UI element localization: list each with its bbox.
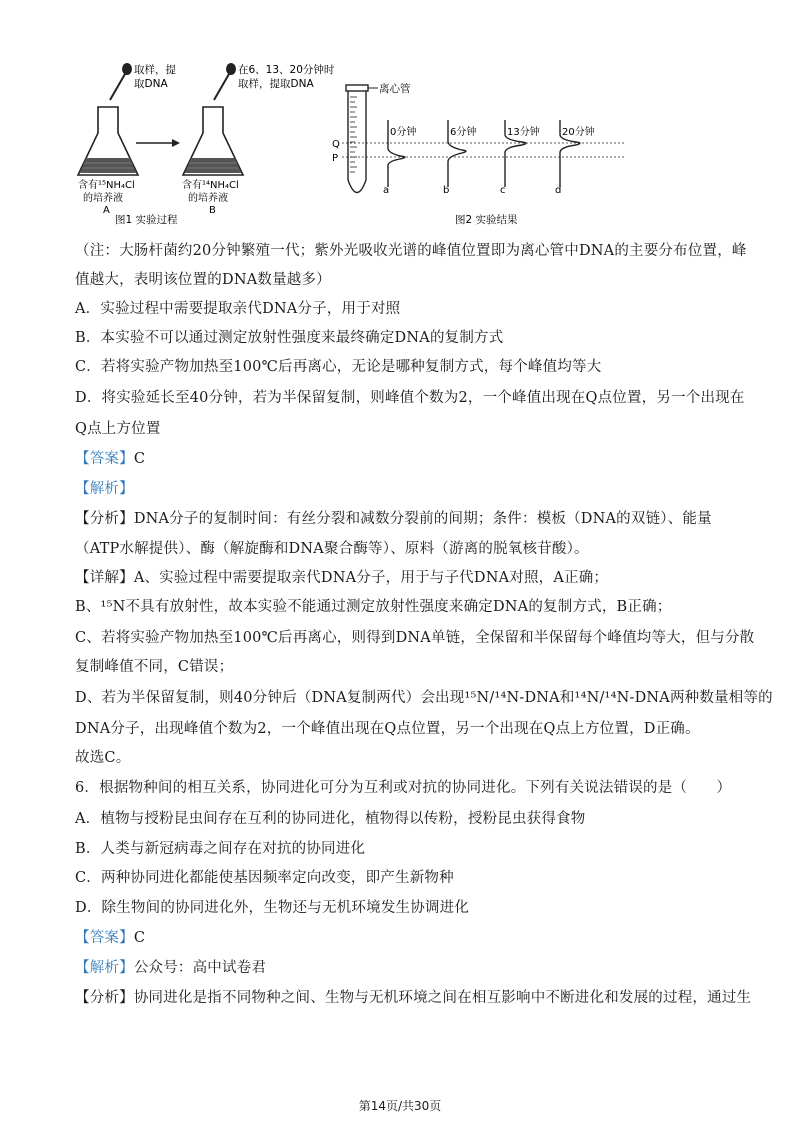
line-text: （ATP水解提供）、酶（解旋酶和DNA聚合酶等）、原料（游离的脱氧核苷酸）。	[75, 541, 589, 557]
text-line	[75, 596, 760, 618]
fig1-sample-label-b: 取DNA	[134, 78, 168, 90]
section-tag: 【解析】	[75, 481, 134, 497]
line-text: 复制峰值不同，C错误；	[75, 659, 234, 675]
section-tag: 【分析】	[75, 990, 134, 1006]
flask-a-letter: A	[103, 205, 110, 216]
analysis-line	[75, 957, 760, 979]
fig1-sample-label-c: 在6、13、20分钟时	[238, 64, 335, 76]
text-line	[75, 538, 760, 560]
option-line	[75, 838, 760, 860]
line-text: 6．根据物种间的相互关系，协同进化可分为互利或对抗的协同进化。下列有关说法错误的是（ ）	[75, 780, 732, 796]
text-line	[75, 508, 760, 530]
time-label-0: 0分钟	[390, 127, 417, 138]
section-tag: 【答案】	[75, 451, 134, 467]
text-line	[75, 240, 760, 262]
line-text: （注：大肠杆菌约20分钟繁殖一代；紫外光吸收光谱的峰值位置即为离心管中DNA的主要分布位置，峰	[75, 243, 747, 259]
experiment-figure	[70, 55, 670, 230]
line-text: 值越大，表明该位置的DNA数量越多）	[75, 272, 331, 288]
line-text: B、¹⁵N不具有放射性，故本实验不能通过测定放射性强度来确定DNA的复制方式，B正确；	[75, 599, 672, 615]
option-line	[75, 387, 760, 409]
text-line	[75, 747, 760, 769]
tube-label: 离心管	[379, 83, 411, 95]
section-tag: 【详解】	[75, 570, 134, 586]
page-footer: 第14页/共30页	[358, 1099, 442, 1113]
flask-a-icon	[78, 107, 138, 175]
text-line	[75, 687, 773, 709]
option-line	[75, 298, 760, 320]
section-tag: 【分析】	[75, 511, 134, 527]
p-label: P	[332, 153, 339, 164]
line-text: B．本实验不可以通过测定放射性强度来最终确定DNA的复制方式	[75, 330, 504, 346]
text-line	[75, 718, 760, 740]
analysis-line	[75, 478, 760, 500]
text-line	[75, 567, 760, 589]
line-text: C	[133, 451, 146, 467]
dropper-icon-2	[214, 63, 236, 100]
line-text: B．人类与新冠病毒之间存在对抗的协同进化	[75, 841, 366, 857]
line-text: C、若将实验产物加热至100℃后再离心，则得到DNA单链，全保留和半保留每个峰值均等大，但与分散	[75, 630, 755, 646]
arrow-right-icon	[136, 139, 180, 147]
text-line	[75, 656, 760, 678]
option-line	[75, 867, 760, 889]
option-line	[75, 327, 760, 349]
line-text: D．将实验延长至40分钟，若为半保留复制，则峰值个数为2，一个峰值出现在Q点位置，另一个出现在	[75, 390, 745, 406]
flask-b-icon	[183, 107, 243, 175]
text-line	[75, 627, 760, 649]
text-line	[75, 269, 760, 291]
fig1-sample-label-d: 取样，提取DNA	[238, 78, 314, 90]
section-tag: 【解析】	[75, 960, 134, 976]
answer-line	[75, 927, 760, 949]
option-line	[75, 808, 760, 830]
option-line	[75, 356, 760, 378]
line-text: 公众号：高中试卷君	[133, 960, 267, 976]
flask-b-line1: 含有¹⁴NH₄Cl	[182, 180, 239, 191]
q-label: Q	[332, 139, 340, 150]
answer-line	[75, 448, 760, 470]
line-text: A、实验过程中需要提取亲代DNA分子，用于与子代DNA对照，A正确；	[133, 570, 609, 586]
line-text: C．两种协同进化都能使基因频率定向改变，即产生新物种	[75, 870, 454, 886]
time-label-13: 13分钟	[507, 127, 540, 138]
curve-letter-a: a	[383, 185, 390, 196]
line-text: DNA分子的复制时间：有丝分裂和减数分裂前的间期；条件：模板（DNA的双链）、能量	[133, 511, 712, 527]
flask-a-line2: 的培养液	[83, 193, 123, 204]
flask-b-letter: B	[209, 205, 216, 216]
line-text: DNA分子，出现峰值个数为2，一个峰值出现在Q点位置，另一个出现在Q点上方位置，D正确。	[75, 721, 700, 737]
fig2-caption: 图2 实验结果	[455, 214, 518, 226]
fig1-caption: 图1 实验过程	[115, 214, 178, 226]
line-text: C．若将实验产物加热至100℃后再离心，无论是哪种复制方式，每个峰值均等大	[75, 359, 602, 375]
flask-b-line2: 的培养液	[188, 193, 228, 204]
curve-letter-d: d	[555, 185, 562, 196]
time-label-6: 6分钟	[450, 127, 477, 138]
centrifuge-tube-icon	[346, 85, 378, 193]
section-tag: 【答案】	[75, 930, 134, 946]
line-text: A．植物与授粉昆虫间存在互利的协同进化，植物得以传粉，授粉昆虫获得食物	[75, 811, 586, 827]
option-line	[75, 897, 760, 919]
curve-letter-c: c	[500, 185, 506, 196]
line-text: D．除生物间的协同进化外，生物还与无机环境发生协调进化	[75, 900, 470, 916]
dropper-icon-1	[110, 63, 132, 100]
question-line	[75, 777, 760, 799]
line-text: A．实验过程中需要提取亲代DNA分子，用于对照	[75, 301, 401, 317]
flask-a-line1: 含有¹⁵NH₄Cl	[78, 180, 135, 191]
line-text: Q点上方位置	[75, 421, 161, 437]
line-text: 协同进化是指不同物种之间、生物与无机环境之间在相互影响中不断进化和发展的过程，通过生	[133, 990, 752, 1006]
time-label-20: 20分钟	[562, 127, 595, 138]
line-text: 故选C。	[75, 750, 131, 766]
curve-letter-b: b	[443, 185, 450, 196]
line-text: D、若为半保留复制，则40分钟后（DNA复制两代）会出现¹⁵N/¹⁴N-DNA和¹⁴N/¹⁴N-DNA两种数量相等的	[75, 690, 773, 706]
text-line	[75, 987, 760, 1009]
fig1-sample-label-a: 取样，提	[134, 64, 176, 76]
line-text: C	[133, 930, 146, 946]
text-line	[75, 418, 760, 440]
